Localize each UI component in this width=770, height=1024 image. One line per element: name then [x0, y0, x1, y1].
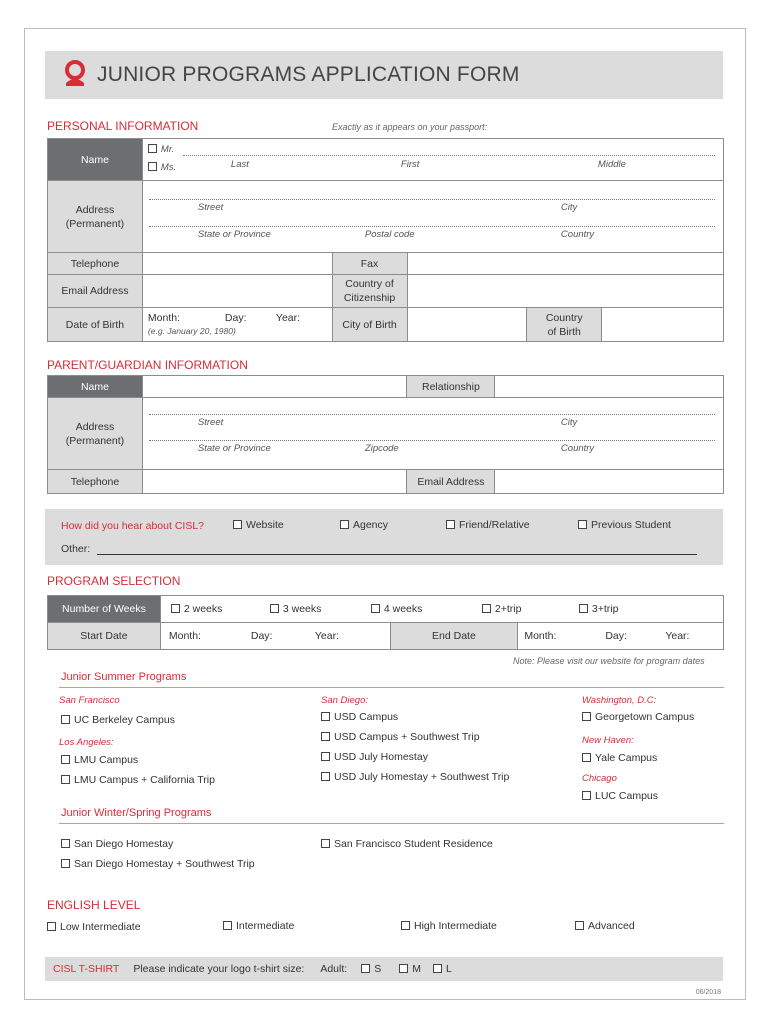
friend-checkbox[interactable]: [446, 520, 455, 529]
end-date-label: End Date: [390, 623, 518, 650]
country-label: Country: [560, 229, 595, 240]
high-intermediate-checkbox[interactable]: [401, 921, 410, 930]
yale-checkbox[interactable]: [582, 753, 591, 762]
la-lmu-trip[interactable]: LMU Campus + California Trip: [61, 774, 215, 786]
dob-example: (e.g. January 20, 1980): [147, 326, 236, 336]
lmu-trip-checkbox[interactable]: [61, 775, 70, 784]
chi-luc[interactable]: LUC Campus: [582, 790, 658, 802]
parent-email-input[interactable]: [495, 470, 724, 494]
form-title: JUNIOR PROGRAMS APPLICATION FORM: [97, 63, 520, 86]
relationship-label: Relationship: [407, 376, 495, 398]
english-heading: ENGLISH LEVEL: [47, 898, 141, 912]
sf-residence-checkbox[interactable]: [321, 839, 330, 848]
parent-telephone-label: Telephone: [48, 470, 143, 494]
application-form: [24, 28, 746, 1000]
tshirt-adult-label: Adult:: [320, 963, 348, 975]
street-line: [149, 199, 715, 200]
size-s-checkbox[interactable]: [361, 964, 370, 973]
weeks-2-trip[interactable]: 2+trip: [482, 603, 522, 615]
dob-month: Month:: [147, 312, 181, 324]
sd-usd-campus[interactable]: USD Campus: [321, 711, 398, 723]
winter-sf-residence[interactable]: San Francisco Student Residence: [321, 838, 493, 850]
state-line: [149, 226, 715, 227]
dob-input[interactable]: [142, 308, 332, 342]
referral-website[interactable]: Website: [233, 519, 284, 531]
first-label: First: [400, 159, 420, 170]
parent-address-field[interactable]: [142, 398, 723, 470]
personal-table: [47, 138, 724, 342]
tshirt-size-l[interactable]: L: [433, 963, 452, 975]
start-day: Day:: [250, 630, 273, 642]
winter-sd-homestay-trip[interactable]: San Diego Homestay + Southwest Trip: [61, 858, 255, 870]
postal-label: Postal code: [364, 229, 415, 240]
summer-heading: Junior Summer Programs: [61, 671, 187, 683]
agency-checkbox[interactable]: [340, 520, 349, 529]
parent-name-label: Name: [48, 376, 143, 398]
program-dates-note: Note: Please visit our website for program dates: [513, 656, 705, 666]
city-label: City: [560, 202, 578, 213]
name-field[interactable]: [142, 139, 723, 181]
low-intermediate-checkbox[interactable]: [47, 922, 56, 931]
weeks-2-trip-checkbox[interactable]: [482, 604, 491, 613]
fax-label: Fax: [332, 253, 407, 275]
parent-state-line: [149, 440, 715, 441]
fax-input[interactable]: [407, 253, 724, 275]
la-city: Los Angeles:: [59, 737, 114, 748]
passport-note: Exactly as it appears on your passport:: [332, 122, 488, 132]
size-m-checkbox[interactable]: [399, 964, 408, 973]
parent-street-label: Street: [197, 417, 224, 428]
dob-year: Year:: [275, 312, 301, 324]
mr-option[interactable]: Mr.: [148, 143, 174, 155]
weeks-4[interactable]: 4 weeks: [371, 603, 423, 615]
program-heading: PROGRAM SELECTION: [47, 574, 181, 588]
english-high-intermediate[interactable]: High Intermediate: [401, 920, 497, 932]
advanced-checkbox[interactable]: [575, 921, 584, 930]
parent-zip-label: Zipcode: [364, 443, 399, 454]
telephone-label: Telephone: [48, 253, 143, 275]
citizenship-label: Country of Citizenship: [332, 275, 407, 308]
uc-berkeley-checkbox[interactable]: [61, 715, 70, 724]
relationship-input[interactable]: [495, 376, 724, 398]
country-of-birth-input[interactable]: [602, 308, 724, 342]
program-table: [47, 595, 724, 650]
sd-city: San Diego:: [321, 695, 369, 706]
dc-city: Washington, D.C:: [582, 695, 657, 706]
start-date-label: Start Date: [48, 623, 161, 650]
personal-heading: PERSONAL INFORMATION: [47, 119, 199, 133]
referral-previous-student[interactable]: Previous Student: [578, 519, 671, 531]
weeks-4-checkbox[interactable]: [371, 604, 380, 613]
parent-country-label: Country: [560, 443, 595, 454]
email-label: Email Address: [48, 275, 143, 308]
parent-telephone-input[interactable]: [142, 470, 407, 494]
city-of-birth-label: City of Birth: [332, 308, 407, 342]
end-day: Day:: [605, 630, 627, 642]
parent-heading: PARENT/GUARDIAN INFORMATION: [47, 358, 248, 372]
weeks-label: Number of Weeks: [48, 596, 161, 623]
referral-section: [45, 509, 723, 565]
nh-yale[interactable]: Yale Campus: [582, 752, 657, 764]
name-label: Name: [48, 139, 143, 181]
other-input-line[interactable]: [97, 554, 697, 555]
usd-campus-checkbox[interactable]: [321, 712, 330, 721]
dob-day: Day:: [224, 312, 247, 324]
tshirt-label: CISL T-SHIRT: [53, 963, 120, 975]
usd-trip-checkbox[interactable]: [321, 732, 330, 741]
end-month: Month:: [524, 630, 557, 642]
sd-usd-homestay-trip[interactable]: USD July Homestay + Southwest Trip: [321, 771, 509, 783]
ms-checkbox[interactable]: [148, 162, 157, 171]
referral-friend[interactable]: Friend/Relative: [446, 519, 530, 531]
dc-georgetown[interactable]: Georgetown Campus: [582, 711, 694, 723]
cisl-logo-icon: [63, 59, 87, 92]
country-of-birth-label: Country of Birth: [527, 308, 602, 342]
size-l-checkbox[interactable]: [433, 964, 442, 973]
start-year: Year:: [314, 630, 340, 642]
usd-homestay-trip-checkbox[interactable]: [321, 772, 330, 781]
state-label: State or Province: [197, 229, 271, 240]
mr-checkbox[interactable]: [148, 144, 157, 153]
weeks-3-trip[interactable]: 3+trip: [579, 603, 619, 615]
weeks-2-checkbox[interactable]: [171, 604, 180, 613]
la-lmu[interactable]: LMU Campus: [61, 754, 138, 766]
lmu-checkbox[interactable]: [61, 755, 70, 764]
weeks-3-trip-checkbox[interactable]: [579, 604, 588, 613]
form-date: 06/2018: [695, 989, 721, 996]
luc-checkbox[interactable]: [582, 791, 591, 800]
english-advanced[interactable]: Advanced: [575, 920, 635, 932]
dob-label: Date of Birth: [48, 308, 143, 342]
usd-homestay-checkbox[interactable]: [321, 752, 330, 761]
winter-heading: Junior Winter/Spring Programs: [61, 807, 212, 819]
nh-city: New Haven:: [582, 735, 634, 746]
form-header: [45, 51, 723, 99]
start-month: Month:: [168, 630, 201, 642]
website-checkbox[interactable]: [233, 520, 242, 529]
sd-homestay-checkbox[interactable]: [61, 839, 70, 848]
telephone-input[interactable]: [142, 253, 332, 275]
address-label: Address (Permanent): [48, 181, 143, 253]
parent-city-label: City: [560, 417, 578, 428]
parent-state-label: State or Province: [197, 443, 271, 454]
winter-sd-homestay[interactable]: San Diego Homestay: [61, 838, 173, 850]
tshirt-size-s[interactable]: S: [361, 963, 381, 975]
english-intermediate[interactable]: Intermediate: [223, 920, 294, 932]
last-label: Last: [230, 159, 249, 170]
parent-email-label: Email Address: [407, 470, 495, 494]
intermediate-checkbox[interactable]: [223, 921, 232, 930]
summer-rule: [59, 687, 724, 688]
referral-agency[interactable]: Agency: [340, 519, 388, 531]
city-of-birth-input[interactable]: [407, 308, 527, 342]
name-line: [183, 155, 715, 156]
english-low-intermediate[interactable]: Low Intermediate: [47, 921, 141, 933]
other-label: Other:: [61, 543, 91, 555]
parent-table: [47, 375, 724, 494]
sd-usd-homestay[interactable]: USD July Homestay: [321, 751, 428, 763]
weeks-3-checkbox[interactable]: [270, 604, 279, 613]
winter-rule: [59, 823, 724, 824]
parent-address-label: Address (Permanent): [48, 398, 143, 470]
chi-city: Chicago: [582, 773, 617, 784]
email-input[interactable]: [142, 275, 332, 308]
previous-student-checkbox[interactable]: [578, 520, 587, 529]
citizenship-input[interactable]: [407, 275, 724, 308]
street-label: Street: [197, 202, 224, 213]
ms-option[interactable]: Ms.: [148, 161, 176, 173]
weeks-options: [160, 596, 723, 623]
sf-city: San Francisco: [59, 695, 120, 706]
weeks-3[interactable]: 3 weeks: [270, 603, 322, 615]
address-field[interactable]: [142, 181, 723, 253]
start-date-input[interactable]: [160, 623, 390, 650]
parent-name-input[interactable]: [142, 376, 407, 398]
referral-question: How did you hear about CISL?: [61, 520, 205, 532]
tshirt-size-m[interactable]: M: [399, 963, 421, 975]
end-year: Year:: [665, 630, 690, 642]
end-date-input[interactable]: [518, 623, 724, 650]
tshirt-section: [45, 957, 723, 981]
sd-homestay-trip-checkbox[interactable]: [61, 859, 70, 868]
sd-usd-trip[interactable]: USD Campus + Southwest Trip: [321, 731, 480, 743]
weeks-2[interactable]: 2 weeks: [171, 603, 223, 615]
middle-label: Middle: [597, 159, 626, 170]
parent-street-line: [149, 414, 715, 415]
sf-uc-berkeley[interactable]: UC Berkeley Campus: [61, 714, 175, 726]
tshirt-prompt: Please indicate your logo t-shirt size:: [133, 963, 305, 975]
georgetown-checkbox[interactable]: [582, 712, 591, 721]
